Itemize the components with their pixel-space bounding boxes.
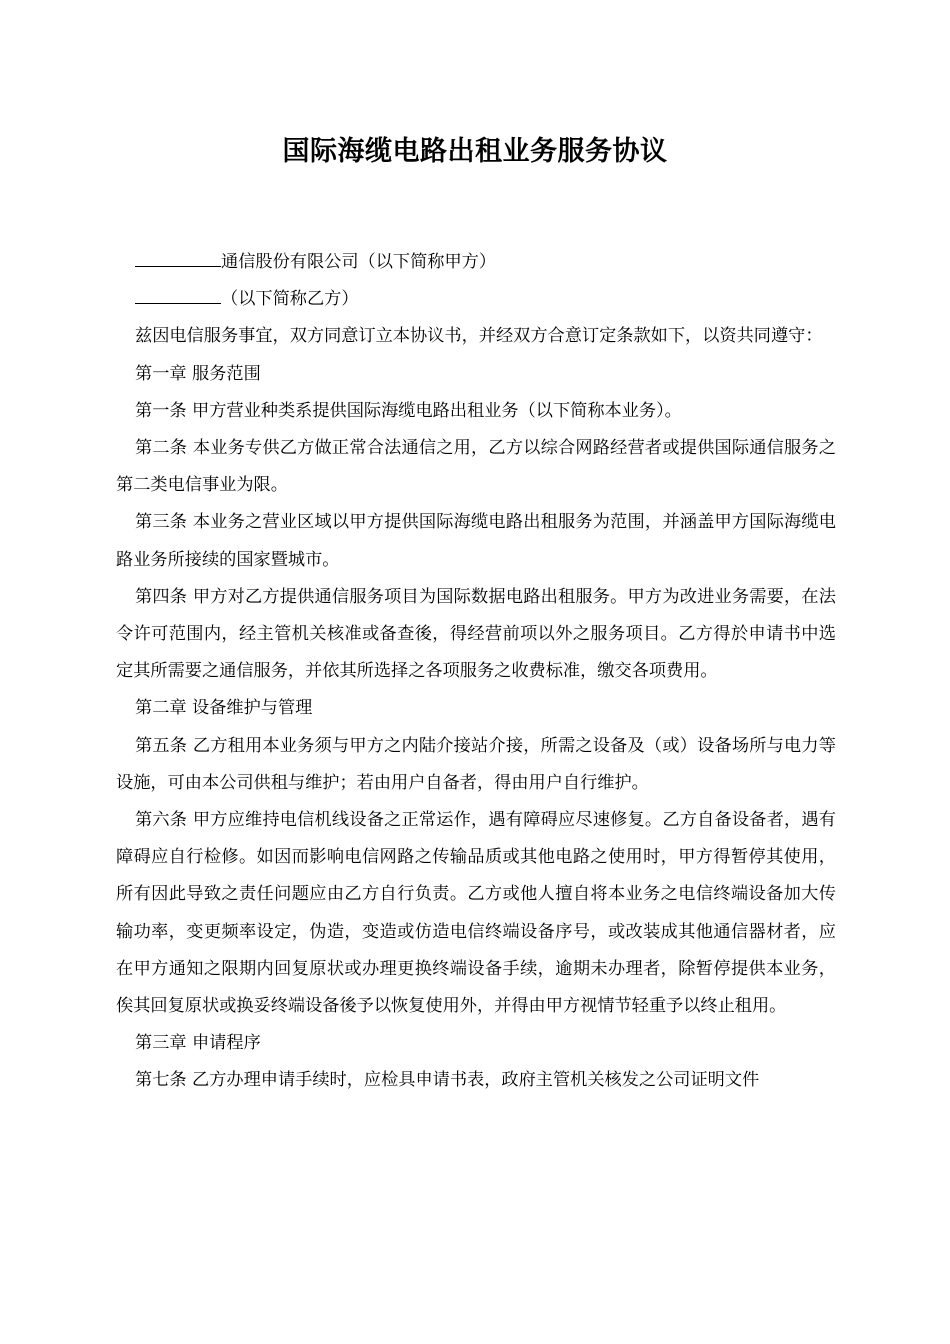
chapter-heading: 第三章 申请程序 (135, 1033, 261, 1054)
intro-paragraph: 兹因电信服务事宜，双方同意订立本协议书，并经双方合意订定条款如下，以资共同遵守： (135, 326, 823, 347)
chapter-heading: 第一章 服务范围 (135, 363, 261, 384)
article-paragraph: 第四条 甲方对乙方提供通信服务项目为国际数据电路出租服务。甲方为改进业务需要，在法令许可范围内，经主管机关核准或备查後，得经营前项以外之服务项目。乙方得於申请书中选定其所需要之通信服务，并依其所选择之各项服务之收费标准，缴交各项费用。 (116, 586, 836, 682)
party-a-line (116, 244, 836, 281)
article-paragraph: 第五条 乙方租用本业务须与甲方之内陆介接站介接，所需之设备及（或）设备场所与电力等设施，可由本公司供租与维护；若由用户自备者，得由用户自行维护。 (116, 735, 836, 793)
article-paragraph: 第七条 乙方办理申请手续时，应检具申请书表，政府主管机关核发之公司证明文件 (135, 1070, 760, 1091)
party-a-text: 通信股份有限公司（以下简称甲方） (221, 252, 497, 272)
article-paragraph: 第六条 甲方应维持电信机线设备之正常运作，遇有障碍应尽速修复。乙方自备设备者，遇有障碍应自行检修。如因而影响电信网路之传输品质或其他电路之使用时，甲方得暂停其使用，所有因此导致之责任问题应由乙方自行负责。乙方或他人擅自将本业务之电信终端设备加大传输功率，变更频率设定，伪造，变造或仿造电信终端设备序号，或改装成其他通信器材者，应在甲方通知之限期内回复原状或办理更换终端设备手续，逾期未办理者，除暂停提供本业务，俟其回复原状或换妥终端设备後予以恢复使用外，并得由甲方视情节轻重予以终止租用。 (116, 810, 836, 1017)
party-a-blank (135, 248, 221, 267)
article-paragraph: 第三条 本业务之营业区域以甲方提供国际海缆电路出租服务为范围，并涵盖甲方国际海缆电路业务所接续的国家暨城市。 (116, 512, 836, 570)
document-title: 国际海缆电路出租业务服务协议 (282, 136, 668, 167)
party-b-text: （以下简称乙方） (221, 289, 359, 310)
party-b-blank (135, 285, 221, 304)
document-body (116, 244, 836, 1100)
chapter-heading: 第二章 设备维护与管理 (135, 698, 313, 719)
article-paragraph: 第二条 本业务专供乙方做正常合法通信之用，乙方以综合网路经营者或提供国际通信服务之第二类电信事业为限。 (116, 438, 836, 496)
party-b-line (116, 281, 836, 318)
article-paragraph: 第一条 甲方营业种类系提供国际海缆电路出租业务（以下简称本业务）。 (135, 400, 682, 421)
